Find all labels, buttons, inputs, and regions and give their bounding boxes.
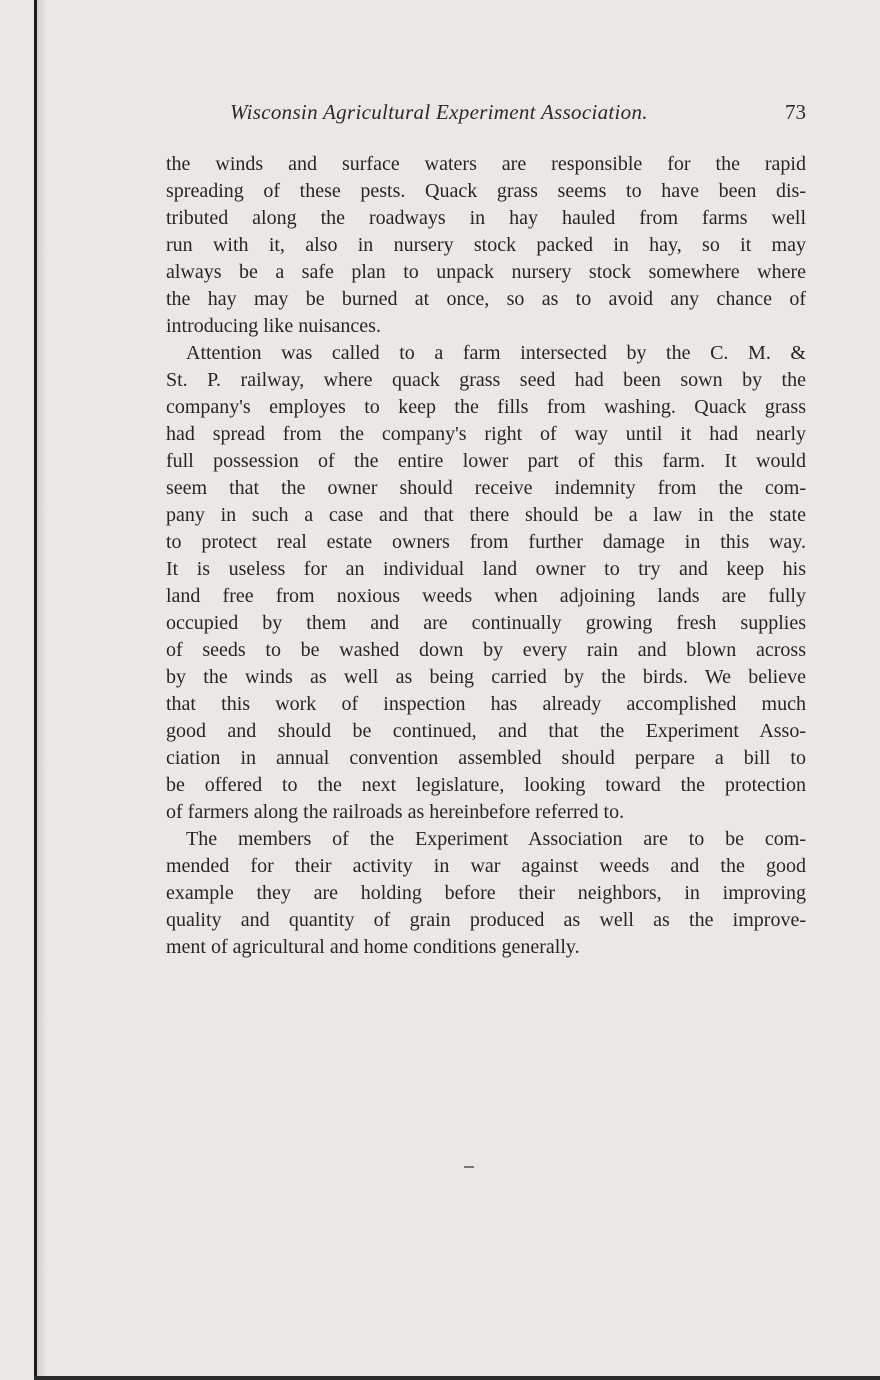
text-line: ment of agricultural and home conditions generally. xyxy=(166,936,580,958)
binding-shadow xyxy=(37,0,47,1380)
text-line: to protect real estate owners from further damage in this way. xyxy=(166,531,806,553)
text-line: tributed along the roadways in hay hauled from farms well xyxy=(166,207,806,229)
text-line: seem that the owner should receive indemnity from the com- xyxy=(166,477,806,499)
paragraph-2 xyxy=(166,340,806,826)
text-line: land free from noxious weeds when adjoining lands are fully xyxy=(166,585,806,607)
text-line: introducing like nuisances. xyxy=(166,315,381,337)
text-line: of seeds to be washed down by every rain and blown across xyxy=(166,639,806,661)
text-line: had spread from the company's right of way until it had nearly xyxy=(166,423,806,445)
paragraph-3 xyxy=(166,826,806,961)
text-line: quality and quantity of grain produced as well as the improve- xyxy=(166,909,806,931)
page-number: 73 xyxy=(785,100,806,124)
text-line: Attention was called to a farm intersected by the C. M. & xyxy=(186,342,806,364)
page-bottom-edge xyxy=(34,1376,880,1380)
print-speck xyxy=(464,1166,474,1168)
text-line: the winds and surface waters are responsible for the rapid xyxy=(166,153,806,175)
text-line: mended for their activity in war against weeds and the good xyxy=(166,855,806,877)
text-line: occupied by them and are continually growing fresh supplies xyxy=(166,612,806,634)
text-line: always be a safe plan to unpack nursery stock somewhere where xyxy=(166,261,806,283)
text-line: by the winds as well as being carried by the birds. We believe xyxy=(166,666,806,688)
body-text xyxy=(166,151,806,961)
text-line: spreading of these pests. Quack grass seems to have been dis- xyxy=(166,180,806,202)
text-line: good and should be continued, and that the Experiment Asso- xyxy=(166,720,806,742)
text-line: be offered to the next legislature, looking toward the protection xyxy=(166,774,806,796)
text-line: the hay may be burned at once, so as to avoid any chance of xyxy=(166,288,806,310)
text-line: run with it, also in nursery stock packed in hay, so it may xyxy=(166,234,806,256)
text-line: The members of the Experiment Association are to be com- xyxy=(186,828,806,850)
running-header xyxy=(230,100,806,130)
text-line: full possession of the entire lower part of this farm. It would xyxy=(166,450,806,472)
header-title: Wisconsin Agricultural Experiment Association. xyxy=(230,100,648,124)
paragraph-1 xyxy=(166,151,806,340)
text-line: ciation in annual convention assembled should perpare a bill to xyxy=(166,747,806,769)
text-line: of farmers along the railroads as hereinbefore referred to. xyxy=(166,801,625,823)
text-line: St. P. railway, where quack grass seed had been sown by the xyxy=(166,369,806,391)
text-line: company's employes to keep the fills from washing. Quack grass xyxy=(166,396,806,418)
text-line: example they are holding before their neighbors, in improving xyxy=(166,882,806,904)
text-line: It is useless for an individual land owner to try and keep his xyxy=(166,558,806,580)
text-line: that this work of inspection has already accomplished much xyxy=(166,693,806,715)
text-line: pany in such a case and that there should be a law in the state xyxy=(166,504,806,526)
